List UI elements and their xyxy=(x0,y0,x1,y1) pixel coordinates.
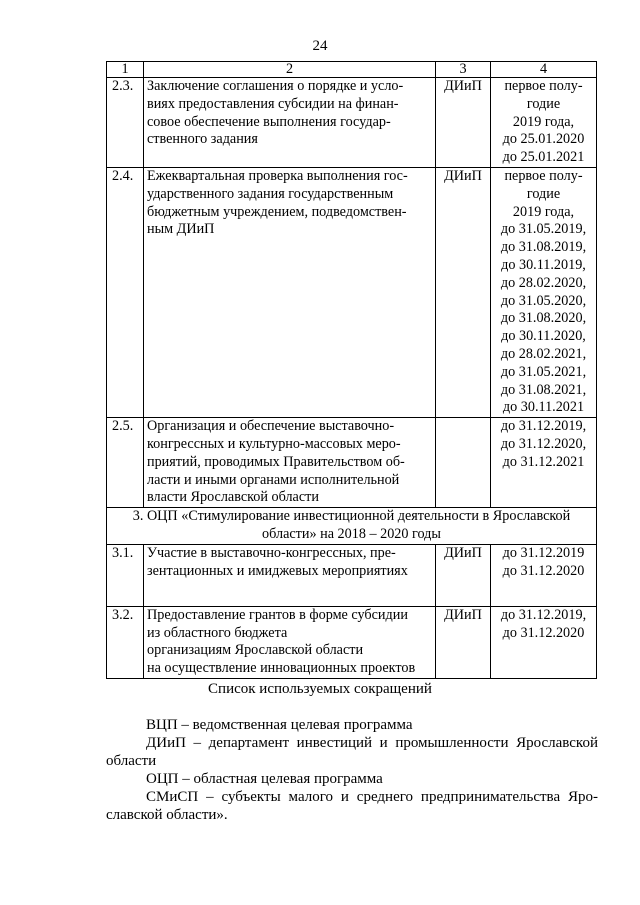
term-line: до 31.08.2020, xyxy=(500,310,587,327)
term-line: до 31.12.2020 xyxy=(502,562,585,579)
page-number: 24 xyxy=(312,38,328,54)
row-number: 3.1. xyxy=(107,544,144,606)
table-row xyxy=(107,78,597,168)
abbreviation-line: славской области». xyxy=(106,807,228,823)
term-line: до 31.12.2019, xyxy=(500,606,587,623)
term-line: до 31.08.2019, xyxy=(500,239,587,256)
section-title xyxy=(107,508,597,545)
table-row xyxy=(107,606,597,678)
row-term xyxy=(491,167,597,417)
table-header-row xyxy=(107,62,597,78)
row-description xyxy=(144,544,436,606)
description-line: ственного задания xyxy=(147,131,258,148)
description-line: Организация и обеспечение выставочно- xyxy=(147,418,395,435)
row-number: 2.5. xyxy=(107,418,144,508)
term-line: до 25.01.2021 xyxy=(502,149,585,166)
row-number: 2.4. xyxy=(107,167,144,417)
abbreviation-smisp xyxy=(106,788,598,824)
term-line: до 30.11.2020, xyxy=(501,328,586,345)
column-header: 1 xyxy=(107,62,144,78)
term-line: до 31.12.2019, xyxy=(500,418,587,435)
abbreviation-vcp: ВЦП – ведомственная целевая программа xyxy=(146,717,413,733)
term-line: годие xyxy=(526,185,561,202)
section-title-line: 3. ОЦП «Стимулирование инвестиционной деятельности в Ярославской xyxy=(132,508,571,525)
row-term xyxy=(491,544,597,606)
description-line: на осуществление инновационных проектов xyxy=(147,660,416,677)
description-line: Участие в выставочно-конгрессных, пре- xyxy=(147,544,396,561)
description-line: ласти и иными органами исполнительной xyxy=(147,471,400,488)
term-line: до 31.05.2021, xyxy=(500,363,587,380)
abbreviation-line: СМиСП – субъекты малого и среднего предпринимательства Яро- xyxy=(146,789,598,805)
description-line: Ежеквартальная проверка выполнения гос- xyxy=(147,167,408,184)
term-line: до 31.05.2019, xyxy=(500,221,587,238)
term-line: до 25.01.2020 xyxy=(502,131,585,148)
column-header: 2 xyxy=(144,62,436,78)
row-executor: ДИиП xyxy=(436,78,491,168)
row-executor: ДИиП xyxy=(436,606,491,678)
description-line: зентационных и имиджевых мероприятиях xyxy=(147,562,408,579)
table-row xyxy=(107,418,597,508)
abbreviations-title: Список используемых сокращений xyxy=(208,681,432,697)
description-line: приятий, проводимых Правительством об- xyxy=(147,453,405,470)
row-term xyxy=(491,418,597,508)
term-line: до 31.12.2020 xyxy=(502,624,585,641)
abbreviation-line: области xyxy=(106,753,157,769)
term-line: до 30.11.2021 xyxy=(502,399,585,416)
section-header-row xyxy=(107,508,597,545)
description-line: конгрессных и культурно-массовых меро- xyxy=(147,435,401,452)
row-executor: ДИиП xyxy=(436,167,491,417)
term-line: до 30.11.2019, xyxy=(501,256,586,273)
abbreviation-diip xyxy=(106,734,598,770)
description-line: виях предоставления субсидии на финан- xyxy=(147,95,399,112)
term-line: годие xyxy=(526,95,561,112)
term-line: до 28.02.2021, xyxy=(500,345,587,362)
description-line: Предоставление грантов в форме субсидии xyxy=(147,606,408,623)
description-line: бюджетным учреждением, подведомствен- xyxy=(147,203,407,220)
term-line: до 31.08.2021, xyxy=(500,381,587,398)
description-line: совое обеспечение выполнения государ- xyxy=(147,113,391,130)
description-line: из областного бюджета xyxy=(147,624,288,641)
description-line: власти Ярославской области xyxy=(147,489,319,506)
abbreviation-ocp: ОЦП – областная целевая программа xyxy=(146,771,383,787)
row-number: 3.2. xyxy=(107,606,144,678)
description-line: организациям Ярославской области xyxy=(147,642,364,659)
table-row xyxy=(107,544,597,606)
row-description xyxy=(144,167,436,417)
description-line: ударственного задания государственным xyxy=(147,185,394,202)
term-line: первое полу- xyxy=(504,167,583,184)
description-line: Заключение соглашения о порядке и усло- xyxy=(147,78,404,94)
row-executor: ДИиП xyxy=(436,544,491,606)
term-line: до 31.12.2021 xyxy=(502,453,585,470)
term-line: до 28.02.2020, xyxy=(500,274,587,291)
row-term xyxy=(491,606,597,678)
term-line: до 31.12.2020, xyxy=(500,435,587,452)
row-description xyxy=(144,418,436,508)
term-line: 2019 года, xyxy=(512,203,575,220)
term-line: до 31.05.2020, xyxy=(500,292,587,309)
row-description xyxy=(144,78,436,168)
table-row xyxy=(107,167,597,417)
column-header: 4 xyxy=(491,62,597,78)
row-executor xyxy=(436,418,491,508)
section-title-line: области» на 2018 – 2020 годы xyxy=(262,525,441,542)
term-line: 2019 года, xyxy=(512,113,575,130)
row-number: 2.3. xyxy=(107,78,144,168)
description-line: ным ДИиП xyxy=(147,221,215,238)
abbreviation-line: ДИиП – департамент инвестиций и промышленности Ярославской xyxy=(146,735,598,751)
plan-table xyxy=(106,61,597,679)
term-line: первое полу- xyxy=(504,78,583,94)
column-header: 3 xyxy=(436,62,491,78)
term-line: до 31.12.2019 xyxy=(502,544,585,561)
row-term xyxy=(491,78,597,168)
row-description xyxy=(144,606,436,678)
